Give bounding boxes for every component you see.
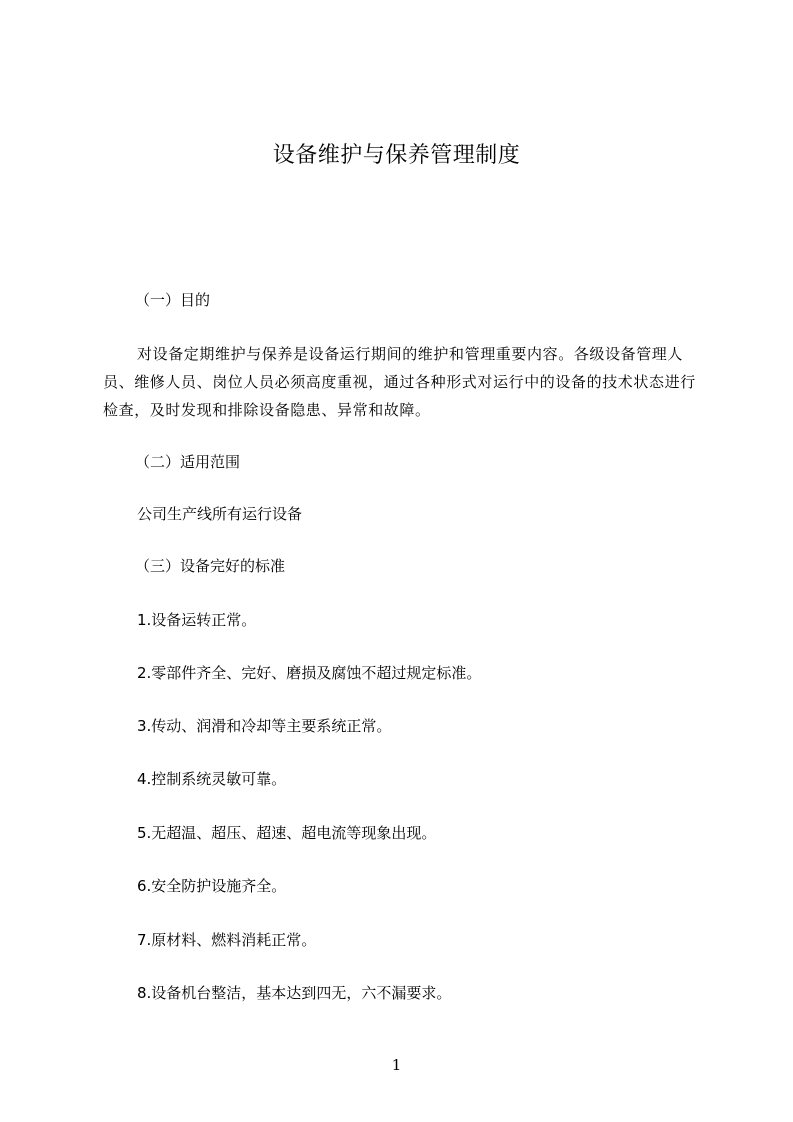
scope-paragraph: 公司生产线所有运行设备 [137, 505, 303, 523]
purpose-paragraph: 对设备定期维护与保养是设备运行期间的维护和管理重要内容。各级设备管理人员、维修人员、岗位人员必须高度重视，通过各种形式对运行中的设备的技术状态进行检查，及时发现和排除设备隐患、异常和故障。 [103, 345, 696, 419]
standard-item: 6.安全防护设施齐全。 [137, 877, 287, 895]
standard-item: 1.设备运转正常。 [137, 611, 257, 629]
section-heading-purpose: （一）目的 [135, 291, 211, 309]
standard-item: 5.无超温、超压、超速、超电流等现象出现。 [137, 824, 437, 842]
standard-item: 4.控制系统灵敏可靠。 [137, 770, 287, 788]
standard-item: 8.设备机台整洁，基本达到四无，六不漏要求。 [137, 984, 452, 1002]
page-number: 1 [391, 1056, 402, 1074]
section-heading-scope: （二）适用范围 [135, 453, 241, 471]
standard-item: 3.传动、润滑和冷却等主要系统正常。 [137, 717, 392, 735]
section-heading-standards: （三）设备完好的标准 [135, 557, 286, 575]
standard-item: 2.零部件齐全、完好、磨损及腐蚀不超过规定标准。 [137, 664, 482, 682]
standard-item: 7.原材料、燃料消耗正常。 [137, 931, 317, 949]
document-title: 设备维护与保养管理制度 [272, 143, 521, 168]
